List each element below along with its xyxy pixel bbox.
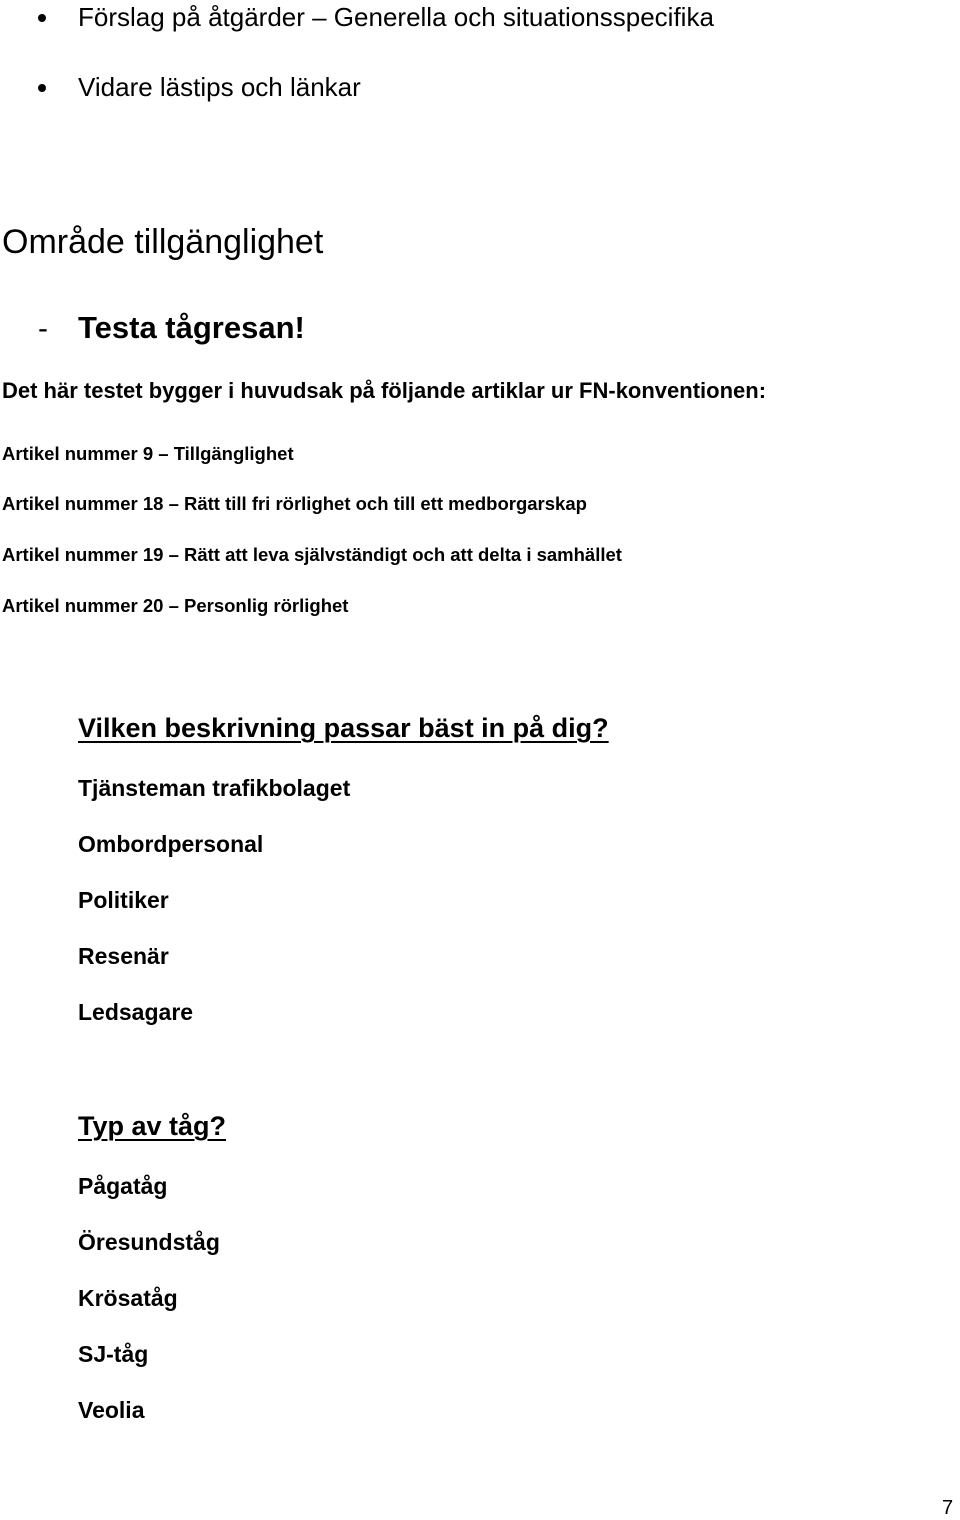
answer-option[interactable]: Resenär	[78, 943, 169, 969]
page-number: 7	[942, 1497, 954, 1519]
article-item: Artikel nummer 19 – Rätt att leva självständigt och att delta i samhället	[2, 544, 622, 565]
answer-option[interactable]: Öresundståg	[78, 1229, 220, 1255]
section-title: Område tillgänglighet	[2, 223, 324, 261]
article-item: Artikel nummer 9 – Tillgänglighet	[2, 443, 294, 464]
answer-option[interactable]: Politiker	[78, 887, 169, 913]
bullet-item: Förslag på åtgärder – Generella och situationsspecifika	[78, 2, 714, 32]
answer-option[interactable]: Veolia	[78, 1397, 145, 1423]
answer-option[interactable]: Ledsagare	[78, 999, 194, 1025]
answer-option[interactable]: Tjänsteman trafikbolaget	[78, 775, 351, 801]
answer-option[interactable]: Ombordpersonal	[78, 831, 264, 857]
answer-option[interactable]: Krösatåg	[78, 1285, 178, 1311]
answer-option[interactable]: SJ-tåg	[78, 1341, 149, 1367]
subsection-title: Testa tågresan!	[78, 310, 305, 345]
answer-option[interactable]: Pågatåg	[78, 1173, 168, 1199]
subsection-marker: -	[38, 312, 48, 345]
bullet-marker	[38, 14, 46, 22]
article-item: Artikel nummer 20 – Personlig rörlighet	[2, 595, 349, 616]
bullet-marker	[38, 84, 46, 92]
question-title: Typ av tåg?	[78, 1111, 227, 1141]
article-item: Artikel nummer 18 – Rätt till fri rörlighet och till ett medborgarskap	[2, 493, 587, 514]
question-title: Vilken beskrivning passar bäst in på dig?	[78, 713, 609, 743]
bullet-item: Vidare lästips och länkar	[78, 72, 361, 102]
intro-text: Det här testet bygger i huvudsak på följande artiklar ur FN-konventionen:	[2, 378, 767, 403]
